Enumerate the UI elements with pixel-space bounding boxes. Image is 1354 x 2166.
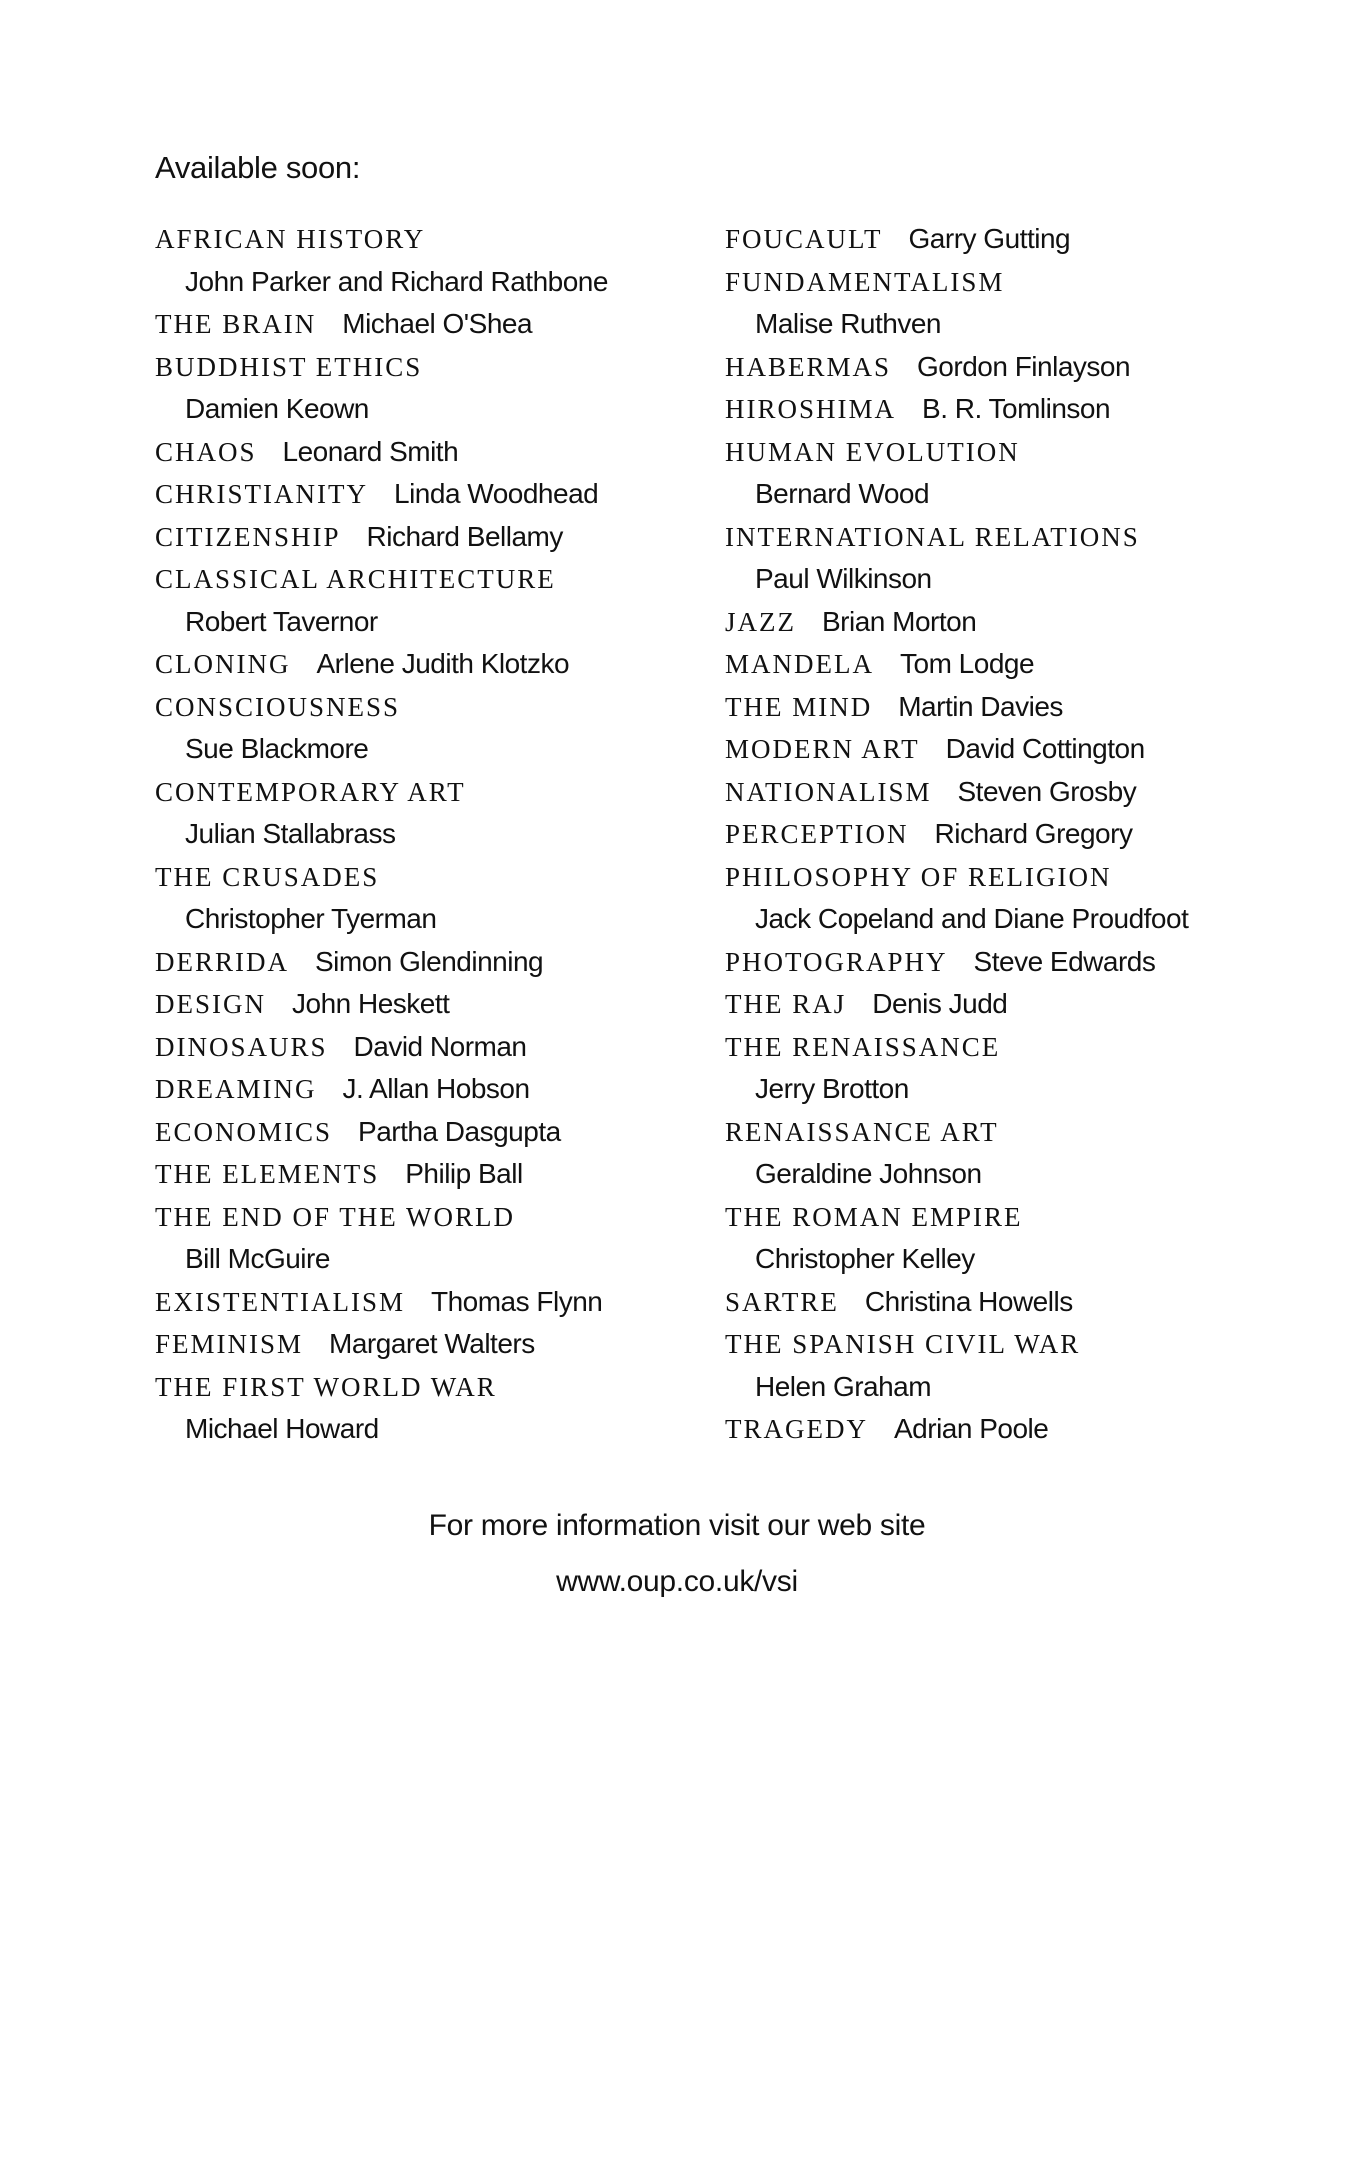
book-entry: [155, 643, 755, 686]
book-author: Thomas Flynn: [430, 1285, 603, 1317]
book-entry: [155, 686, 755, 771]
page-heading: Available soon:: [155, 150, 361, 185]
book-title: PERCEPTION: [725, 819, 909, 849]
book-title: CITIZENSHIP: [155, 521, 341, 552]
book-author: Helen Graham: [755, 1370, 932, 1402]
book-author: Michael Howard: [185, 1413, 379, 1444]
book-author: Christopher Kelley: [755, 1243, 975, 1274]
book-title: DERRIDA: [155, 946, 289, 977]
book-title: PHILOSOPHY OF RELIGION: [725, 861, 1112, 892]
book-author: Steven Grosby: [957, 775, 1137, 807]
book-author: Bill McGuire: [185, 1243, 330, 1274]
book-entry: [725, 1026, 1325, 1111]
book-title: FEMINISM: [155, 1329, 304, 1359]
book-author: Bernard Wood: [755, 478, 930, 509]
book-title: CHRISTIANITY: [155, 479, 368, 509]
book-author: Richard Bellamy: [366, 520, 563, 552]
book-title: THE FIRST WORLD WAR: [155, 1371, 497, 1402]
book-author: Adrian Poole: [894, 1413, 1049, 1444]
book-title: MANDELA: [725, 649, 874, 679]
book-title: JAZZ: [725, 606, 796, 637]
book-title: HABERMAS: [725, 351, 892, 382]
book-title: CONTEMPORARY ART: [155, 776, 466, 807]
book-title: NATIONALISM: [725, 776, 932, 807]
book-title: TRAGEDY: [725, 1414, 868, 1444]
book-entry: [725, 1196, 1325, 1281]
book-title: INTERNATIONAL RELATIONS: [725, 521, 1140, 552]
book-entry: [155, 983, 755, 1026]
book-entry: [725, 1281, 1325, 1324]
book-title: BUDDHIST ETHICS: [155, 351, 423, 382]
book-author: Margaret Walters: [329, 1328, 535, 1359]
book-entry: [155, 473, 755, 516]
book-entry: [725, 1323, 1325, 1408]
footer-info-text: For more information visit our web site: [428, 1509, 926, 1542]
book-title: THE RAJ: [725, 989, 847, 1019]
book-entry: [155, 431, 755, 474]
book-author: John Heskett: [292, 988, 450, 1019]
book-title: THE MIND: [725, 691, 873, 722]
book-title: DREAMING: [155, 1074, 317, 1104]
book-author: Christina Howells: [864, 1285, 1073, 1317]
footer-website-link[interactable]: www.oup.co.uk/vsi: [556, 1565, 798, 1598]
book-entry: [155, 516, 755, 559]
book-title: CLASSICAL ARCHITECTURE: [155, 564, 556, 594]
book-entry: [725, 1111, 1325, 1196]
book-entry: [725, 346, 1325, 389]
book-author: Steve Edwards: [973, 945, 1156, 977]
book-entry: [155, 1323, 755, 1366]
book-entry: [155, 303, 755, 346]
book-author: Michael O'Shea: [342, 308, 533, 339]
book-entry: [155, 1068, 755, 1111]
book-author: Garry Gutting: [908, 223, 1071, 254]
book-entry: [155, 1366, 755, 1451]
book-entry: [155, 1111, 755, 1154]
book-author: Julian Stallabrass: [185, 818, 396, 849]
book-author: Partha Dasgupta: [358, 1115, 561, 1147]
book-title: THE BRAIN: [155, 309, 317, 339]
book-title: CLONING: [155, 649, 291, 679]
book-entry: [725, 856, 1325, 941]
book-title: AFRICAN HISTORY: [155, 224, 426, 254]
book-title: DINOSAURS: [155, 1031, 328, 1062]
book-entry: [725, 1408, 1325, 1451]
book-author: Malise Ruthven: [755, 308, 941, 339]
book-title: THE END OF THE WORLD: [155, 1201, 515, 1232]
book-title: MODERN ART: [725, 734, 920, 764]
right-book-list: [725, 218, 1325, 1451]
book-author: Gordon Finlayson: [917, 350, 1131, 382]
book-author: B. R. Tomlinson: [922, 393, 1111, 424]
book-entry: [725, 218, 1325, 261]
book-title: CONSCIOUSNESS: [155, 691, 401, 722]
book-author: Sue Blackmore: [185, 733, 369, 764]
book-author: Leonard Smith: [282, 435, 459, 467]
book-author: Tom Lodge: [900, 648, 1035, 679]
book-entry: [725, 771, 1325, 814]
book-title: EXISTENTIALISM: [155, 1286, 405, 1317]
book-entry: [725, 261, 1325, 346]
book-entry: [725, 643, 1325, 686]
book-title: CHAOS: [155, 436, 257, 467]
book-author: Simon Glendinning: [315, 945, 544, 977]
book-entry: [155, 941, 755, 984]
book-author: Martin Davies: [898, 690, 1063, 722]
book-author: J. Allan Hobson: [342, 1073, 530, 1104]
book-title: FOUCAULT: [725, 224, 883, 254]
book-author: John Parker and Richard Rathbone: [185, 265, 608, 297]
book-title: FUNDAMENTALISM: [725, 266, 1005, 297]
book-entry: [725, 601, 1325, 644]
book-author: Richard Gregory: [934, 818, 1133, 849]
book-title: THE RENAISSANCE: [725, 1031, 1001, 1062]
book-entry: [155, 1026, 755, 1069]
book-entry: [155, 346, 755, 431]
book-title: ECONOMICS: [155, 1116, 333, 1147]
book-entry: [725, 728, 1325, 771]
book-title: RENAISSANCE ART: [725, 1116, 999, 1147]
book-author: Paul Wilkinson: [755, 563, 932, 594]
book-author: David Cottington: [945, 733, 1145, 764]
book-entry: [155, 1153, 755, 1196]
book-title: SARTRE: [725, 1286, 839, 1317]
book-entry: [155, 856, 755, 941]
book-entry: [725, 431, 1325, 516]
book-entry: [725, 686, 1325, 729]
book-entry: [725, 813, 1325, 856]
book-author: Linda Woodhead: [394, 478, 599, 509]
book-author: Jerry Brotton: [755, 1073, 909, 1104]
left-book-list: [155, 218, 755, 1451]
book-author: Arlene Judith Klotzko: [316, 648, 570, 679]
book-author: Jack Copeland and Diane Proudfoot: [755, 903, 1189, 934]
book-entry: [155, 218, 755, 303]
book-title: PHOTOGRAPHY: [725, 946, 948, 977]
book-entry: [725, 388, 1325, 431]
book-author: Robert Tavernor: [185, 605, 378, 637]
book-entry: [725, 941, 1325, 984]
book-title: HUMAN EVOLUTION: [725, 436, 1020, 467]
book-entry: [725, 983, 1325, 1026]
book-author: Damien Keown: [185, 393, 369, 424]
book-author: Brian Morton: [822, 605, 977, 637]
book-title: THE SPANISH CIVIL WAR: [725, 1329, 1081, 1359]
book-entry: [155, 1281, 755, 1324]
book-entry: [725, 516, 1325, 601]
book-title: HIROSHIMA: [725, 394, 897, 424]
book-title: THE ELEMENTS: [155, 1159, 380, 1189]
book-author: David Norman: [353, 1030, 527, 1062]
book-entry: [155, 771, 755, 856]
book-author: Philip Ball: [405, 1158, 523, 1189]
book-entry: [155, 1196, 755, 1281]
book-author: Christopher Tyerman: [185, 903, 437, 934]
book-author: Denis Judd: [872, 988, 1008, 1019]
book-title: DESIGN: [155, 989, 266, 1019]
book-entry: [155, 558, 755, 643]
book-author: Geraldine Johnson: [755, 1158, 982, 1189]
book-title: THE CRUSADES: [155, 861, 380, 892]
book-title: THE ROMAN EMPIRE: [725, 1201, 1023, 1232]
